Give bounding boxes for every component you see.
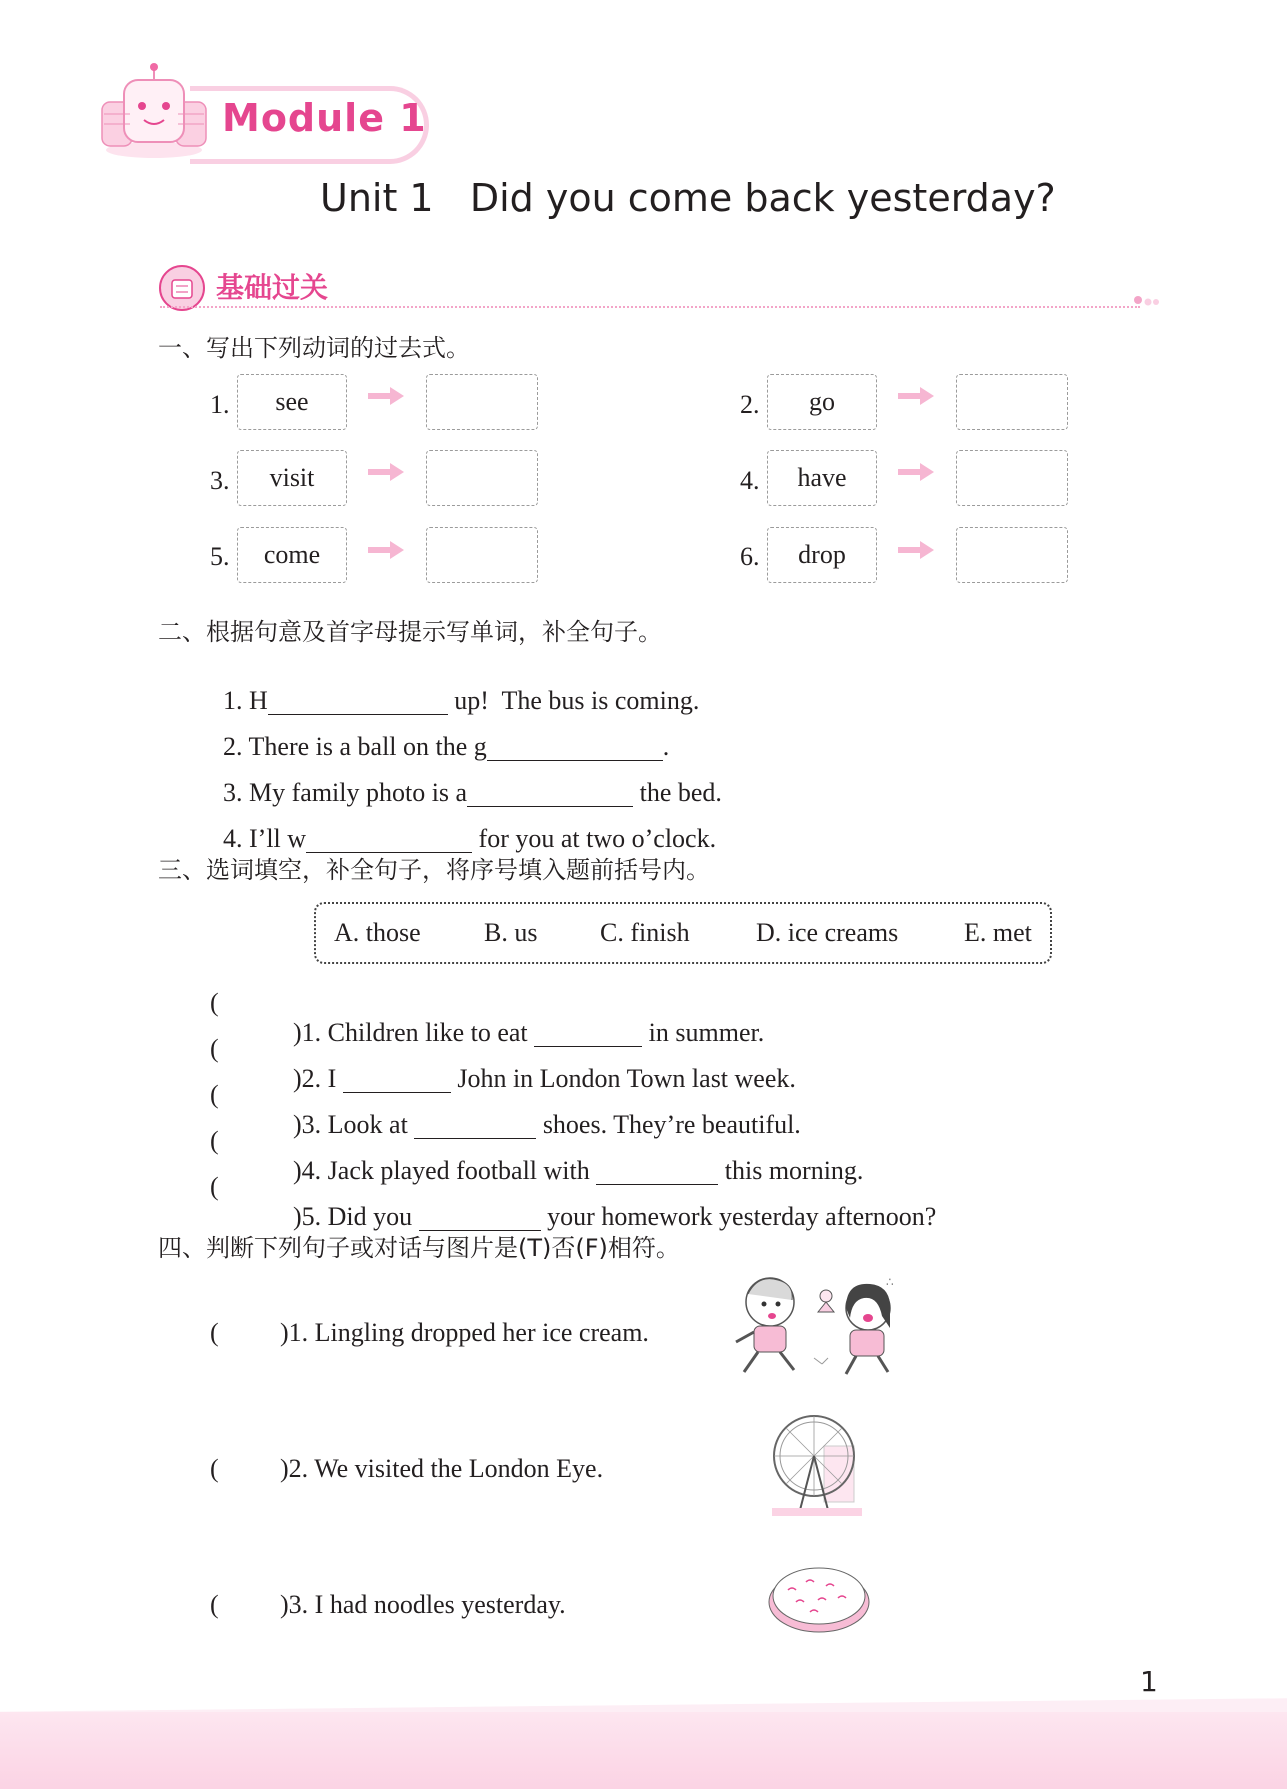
verb-box: go [767,374,877,430]
dots-ornament-icon [1132,290,1162,314]
arrow-right-icon [368,540,404,560]
sentence-end: for you at two o’clock. [472,824,717,853]
answer-paren[interactable]: ( [210,1318,219,1347]
tf-statement: )1. Lingling dropped her ice cream. [280,1318,649,1347]
item-number: 6. [740,542,760,571]
sentence-start: 1. H [223,686,268,715]
footer-band [0,1712,1287,1789]
sentence-start: )3. Look at [293,1110,415,1139]
verb-box: drop [767,527,877,583]
item-number: 4. [740,466,760,495]
sentence-end: this morning. [718,1156,864,1185]
answer-box[interactable] [426,527,538,583]
sentence-end: . [662,732,670,761]
unit-title: Unit 1 Did you come back yesterday? [320,176,1056,220]
sentence-end: John in London Town last week. [450,1064,796,1093]
pizza-dish-illustration [766,1556,872,1636]
tf-statement: )2. We visited the London Eye. [280,1454,604,1483]
sentence-end: in summer. [642,1018,765,1047]
answer-paren[interactable]: ( [210,1590,219,1619]
sentence-end: the bed. [633,778,722,807]
sentence-start: )4. Jack played football with [293,1156,597,1185]
answer-blank[interactable] [306,824,472,853]
london-eye-illustration [770,1406,866,1522]
section-title: 基础过关 [216,271,329,304]
verb-box: have [767,450,877,506]
answer-paren[interactable]: ( [210,1034,219,1063]
arrow-right-icon [898,462,934,482]
svg-text:∴: ∴ [886,1275,894,1289]
answer-box[interactable] [956,527,1068,583]
part2-heading: 二、根据句意及首字母提示写单词，补全句子。 [158,618,662,646]
sentence-end: shoes. They’re beautiful. [536,1110,801,1139]
word-option: D. ice creams [756,918,899,947]
answer-blank [419,1202,541,1231]
answer-paren[interactable]: ( [210,1454,219,1483]
sentence-start: )5. Did you [293,1202,419,1231]
part1-heading: 一、写出下列动词的过去式。 [158,334,470,362]
item-number: 5. [210,542,230,571]
page-number: 1 [1140,1665,1158,1698]
arrow-right-icon [898,540,934,560]
word-option: A. those [334,918,421,947]
item-number: 3. [210,466,230,495]
answer-paren[interactable]: ( [210,1126,219,1155]
section-divider [160,306,1140,308]
verb-box: see [237,374,347,430]
children-ice-cream-illustration [718,1272,914,1378]
fill-sentence [210,794,716,854]
item-number: 2. [740,390,760,419]
tf-statement: )3. I had noodles yesterday. [280,1590,566,1619]
sentence-end: up! The bus is coming. [447,686,700,715]
answer-box[interactable] [426,450,538,506]
answer-paren[interactable]: ( [210,1172,219,1201]
robot-mascot-illustration [84,62,224,162]
answer-paren[interactable]: ( [210,1080,219,1109]
sentence-start: 3. My family photo is a [223,778,468,807]
arrow-right-icon [898,386,934,406]
module-title: Module 1 [222,96,427,140]
sentence-start: 4. I’ll w [223,824,307,853]
item-number: 1. [210,390,230,419]
answer-paren[interactable]: ( [210,988,219,1017]
arrow-right-icon [368,386,404,406]
word-option: B. us [484,918,538,947]
verb-box: come [237,527,347,583]
sentence-start: )1. Children like to eat [293,1018,535,1047]
arrow-right-icon [368,462,404,482]
sentence-start: )2. I [293,1064,343,1093]
part3-heading: 三、选词填空，补全句子，将序号填入题前括号内。 [158,856,710,884]
choice-sentence [280,1172,936,1232]
word-option: C. finish [600,918,690,947]
answer-box[interactable] [956,374,1068,430]
verb-box: visit [237,450,347,506]
sentence-end: your homework yesterday afternoon? [540,1202,937,1231]
part4-heading: 四、判断下列句子或对话与图片是(T)否(F)相符。 [158,1234,680,1262]
section-icon [158,264,206,312]
sentence-start: 2. There is a ball on the g [223,732,487,761]
answer-box[interactable] [426,374,538,430]
word-option: E. met [964,918,1032,947]
answer-box[interactable] [956,450,1068,506]
